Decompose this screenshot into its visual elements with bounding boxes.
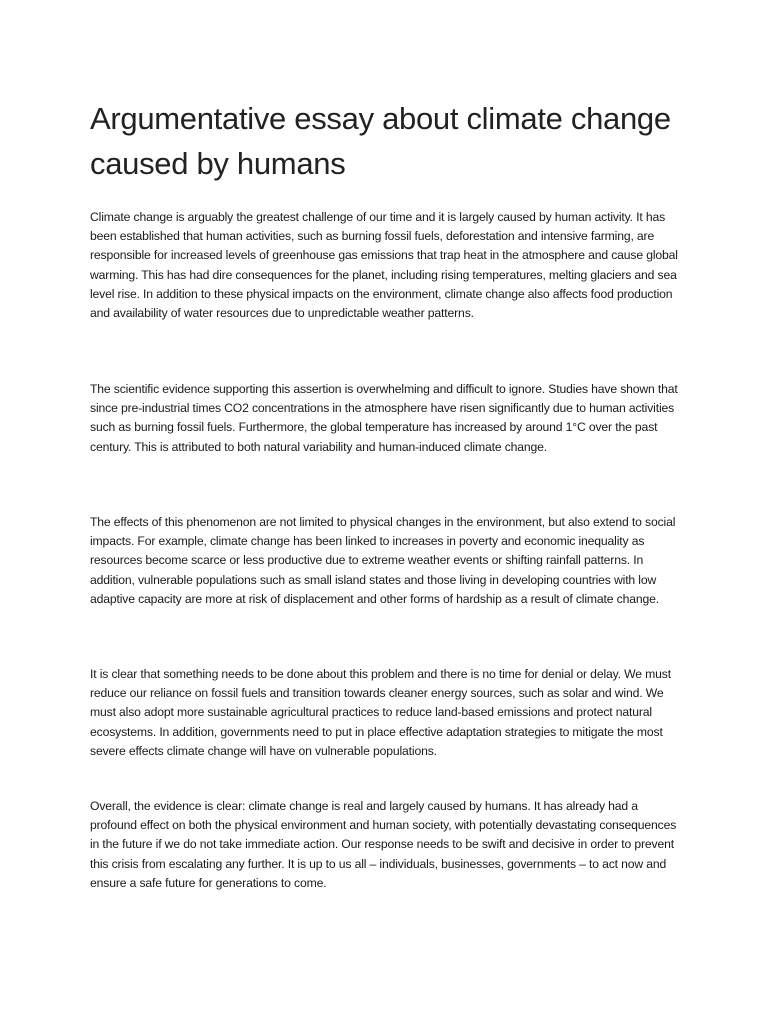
paragraph-social-impacts: The effects of this phenomenon are not limited to physical changes in the environment, but also extend to social impacts. For example, climate change has been linked to increases in poverty and economic inequality as resources become scarce or less productive due to extreme weather events or shifting rainfall patterns. In addition, vulnerable populations such as small island states and those living in developing countries with low adaptive capacity are more at risk of displacement and other forms of hardship as a result of climate change. (90, 515, 676, 606)
paragraph-conclusion: Overall, the evidence is clear: climate change is real and largely caused by humans. It has already had a profound effect on both the physical environment and human society, with potentially devastating consequences in the future if we do not take immediate action. Our response needs to be swift and decisive in order to prevent this crisis from escalating any further. It is up to us all – individuals, businesses, governments – to act now and ensure a safe future for generations to come. (90, 799, 677, 890)
paragraph-action: It is clear that something needs to be done about this problem and there is no time for denial or delay. We must reduce our reliance on fossil fuels and transition towards cleaner energy sources, such as solar and wind. We must also adopt more sustainable agricultural practices to reduce land-based emissions and protect natural ecosystems. In addition, governments need to put in place effective adaptation strategies to mitigate the most severe effects climate change will have on vulnerable populations. (90, 667, 671, 758)
paragraph-evidence: The scientific evidence supporting this assertion is overwhelming and difficult to ignore. Studies have shown that since pre-industrial times CO2 concentrations in the atmosphere have risen significantly due to human activities such as burning fossil fuels. Furthermore, the global temperature has increased by around 1°C over the past century. This is attributed to both natural variability and human-induced climate change. (90, 382, 678, 454)
paragraph-intro: Climate change is arguably the greatest challenge of our time and it is largely caused by human activity. It has been established that human activities, such as burning fossil fuels, deforestation and intensive farming, are responsible for increased levels of greenhouse gas emissions that trap heat in the atmosphere and cause global warming. This has had dire consequences for the planet, including rising temperatures, melting glaciers and sea level rise. In addition to these physical impacts on the environment, climate change also affects food production and availability of water resources due to unpredictable weather patterns. (90, 210, 678, 321)
document-title: Argumentative essay about climate change caused by humans (90, 101, 671, 181)
